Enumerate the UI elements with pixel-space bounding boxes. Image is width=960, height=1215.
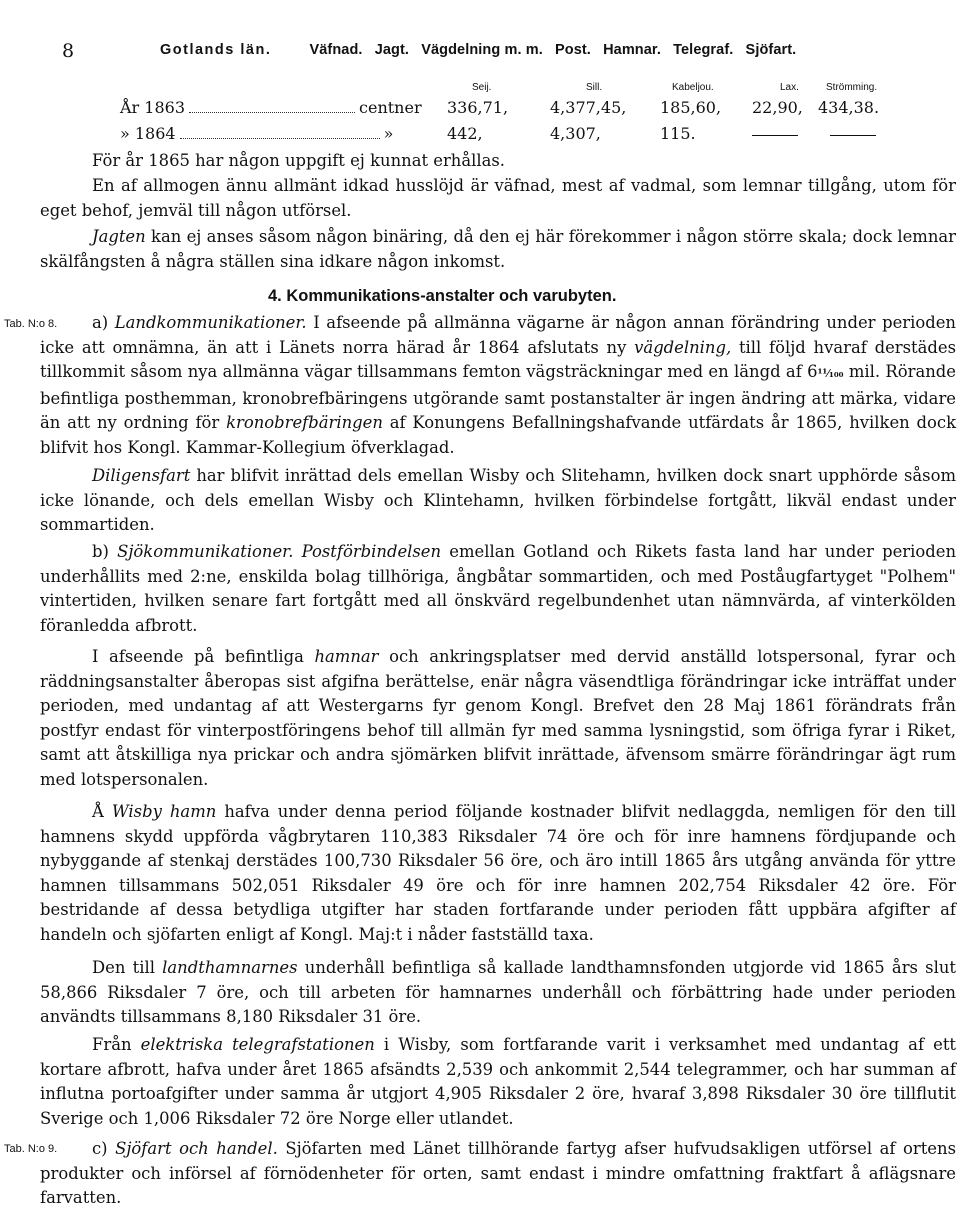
paragraph-text: underhåll befintliga så kallade landthamnsfonden utgjorde vid 1865 års slut 58,866 Riksdaler 7 öre, och till arbeten för hamnarnes underhåll och förbättring hade under perioden användts tillsammans 8,180 Riksdaler 31 öre. [40,958,956,1027]
paragraph-text: Å [92,802,112,821]
subsection-title: Sjökommunikationer. [117,542,294,561]
paragraph-telegraf [40,1033,956,1131]
paragraph-vavnad [40,174,956,223]
table-row-year: År 1863 [120,98,186,117]
table-cell: 115. [660,124,696,143]
paragraph-text: I afseende på befintliga [92,647,315,666]
paragraph-text: till följd hvaraf derstädes tillkommit såsom nya allmänna vägar tillsammans femton vägsträckningar med en längd af 6 [40,337,956,382]
fraction: ¹¹⁄₁₀₀ [817,367,844,381]
paragraph-text: i Wisby, som fortfarande varit i verksamhet med undantag af ett kortare afbrott, hafva under året 1865 afsändts 2,539 och ankommit 2,544 telegrammer, och har summan af influtna portoafgifter under samma år utgjort 4,905 Riksdaler 2 öre, hvaraf 3,898 Riksdaler 30 öre tillflutit Sverige och 1,006 Riksdaler 72 öre Norge eller utlandet. [40,1035,956,1128]
paragraph-sjofart [40,1137,956,1211]
table-cell: 4,307, [550,124,601,143]
paragraph-text: och ankringsplatser med dervid anställd lotspersonal, fyrar och räddningsanstalter åberopas sist afgifna berättelse, enär några väsendtliga förändringar icke inträffat under perioden, med undantag af att Westergarns fyr genom Kongl. Brefvet den 28 Maj 1861 förändrats från postfyr endast för vinterpostföringens behof till allmän fyr med samma lysningstid, som öfriga fyrar i Riket, samt att åtskilliga nya prickar och andra sjömärken blifvit inrättade, äfvensom smärre förändringar ägt rum med lotspersonalen. [40,647,956,789]
paragraph-text: I afseende på allmänna vägarne är någon annan förändring under perioden icke att omnämna, än att i Länets norra härad år 1864 afslutats ny [40,313,956,357]
paragraph-text: hafva under denna period följande kostnader blifvit nedlaggda, nemligen för den till hamnens skydd uppförda vågbrytaren 110,383 Riksdaler 74 öre och för inre hamnens fördjupande och nybyggande af stenkaj derstädes 100,730 Riksdaler 56 öre, och äro intill 1865 års utgång använda för yttre hamnen tillsammans 502,051 Riksdaler 49 öre och för inre hamnen 202,754 Riksdaler 42 öre. För bestridande af dessa betydliga utgifter har staden fortfarande under perioden fått uppbära afgifter af handeln och sjöfarten enligt af Kongl. Maj:t i nåder fastställd taxa. [40,802,956,944]
table-row-unit: » [383,124,394,143]
italic-term: Wisby hamn [111,802,217,821]
list-label: a) [92,313,115,332]
paragraph-text: har blifvit inrättad dels emellan Wisby och Slitehamn, hvilken dock snart upphörde såsom icke lönande, och dels emellan Wisby och Klintehamn, hvilken förbindelse fortgått, likväl endast under sommartiden. [40,466,956,535]
running-head-topic: Väfnad. [309,42,363,58]
table-cell: 22,90, [752,98,803,117]
italic-term: vägdelning, [634,337,732,357]
running-head-topic: Hamnar. [603,42,661,58]
paragraph-hamnar [40,645,956,793]
paragraph-text: mil. Rörande befintliga posthemman, kronobrefbäringens utgörande samt postanstalter är ingen ändring att märka, vidare än att ny ordning för [40,362,957,433]
paragraph-wisby-hamn [40,800,956,948]
running-head-topic: Vägdelning m. m. [421,42,543,58]
list-label: c) [92,1139,116,1158]
table-cell: 442, [447,124,483,143]
table-column-header: Kabeljou. [672,82,714,93]
running-head-topic: Post. [554,42,591,58]
paragraph-sjokommunikation [40,540,956,638]
running-head-topic: Telegraf. [673,42,734,58]
italic-term: hamnar [314,647,379,666]
section-heading: 4. Kommunikations-anstalter och varubyten. [268,287,617,305]
italic-term: elektriska telegrafstationen [140,1035,375,1054]
table-cell: 336,71, [447,98,509,117]
page-number: 8 [62,40,75,62]
table-dash [752,135,798,136]
margin-note: Tab. N:o 8. [4,318,58,330]
subsection-title: Sjöfart och handel. [115,1139,278,1158]
paragraph-diligensfart [40,464,956,538]
running-head [160,42,804,58]
table-cell: 4,377,45, [550,98,627,117]
italic-term: kronobrefbäringen [226,413,383,433]
running-head-topic: Sjöfart. [745,42,797,58]
italic-term: landthamnarnes [162,958,298,977]
list-label: b) [92,542,118,561]
table-row [120,98,422,117]
italic-term: Postförbindelsen [301,542,442,561]
running-head-topic: Jagt. [374,42,410,58]
table-dash [830,135,876,136]
paragraph-landthamnar [40,956,956,1030]
italic-term: Diligensfart [92,466,191,485]
paragraph-text: emellan Gotland och Rikets fasta land har under perioden underhållits med 2:ne, enskilda bolag tillhöriga, ångbåtar sommartiden, och med Poståugfartyget "Polhem" vintertiden, hvilken senare fart fortgått med all önskvärd regelbundenhet utan nämnvärda, af vinterkölden föranledda afbrott. [40,542,956,635]
table-column-header: Lax. [780,82,799,93]
table-cell: 185,60, [660,98,722,117]
text-line-1865: För år 1865 har någon uppgift ej kunnat erhållas. [92,151,505,170]
table-column-header: Seij. [472,82,492,93]
table-row-unit: centner [359,98,422,117]
paragraph-text: Den till [92,958,163,977]
dot-leader [189,111,355,113]
margin-note: Tab. N:o 9. [4,1143,58,1155]
italic-term: Jagten [92,227,146,246]
paragraph-jagt [40,225,956,274]
table-column-header: Sill. [586,82,603,93]
dot-leader [180,137,380,139]
paragraph-text: af Konungens Befallningshafvande utfärdats år 1865, hvilken dock blifvit hos Kongl. Kammar-Kollegium öfverklagad. [40,413,957,457]
table-column-header: Strömming. [826,82,878,93]
paragraph-landkommunikation [40,311,956,461]
running-head-county: Gotlands län. [160,42,272,58]
table-row-year: » 1864 [120,124,176,143]
paragraph-text: En af allmogen ännu allmänt idkad husslöjd är väfnad, mest af vadmal, som lemnar tillgång, utom för eget behof, jemväl till någon utförsel. [40,176,956,220]
table-row [120,124,393,143]
paragraph-text: Sjöfarten med Länet tillhörande fartyg afser hufvudsakligen utförsel af ortens produkter och införsel af förnödenheter för orten, samt endast i mindre omfattning fraktfart å aflägsnare farvatten. [40,1139,956,1208]
table-cell: 434,38. [818,98,880,117]
subsection-title: Landkommunikationer. [114,313,307,332]
paragraph-text: kan ej anses såsom någon binäring, då den ej här förekommer i någon större skala; dock lemnar skälfångsten å några ställen sina idkare någon inkomst. [40,227,956,271]
paragraph-text: Från [92,1035,141,1054]
text-line [40,149,956,174]
